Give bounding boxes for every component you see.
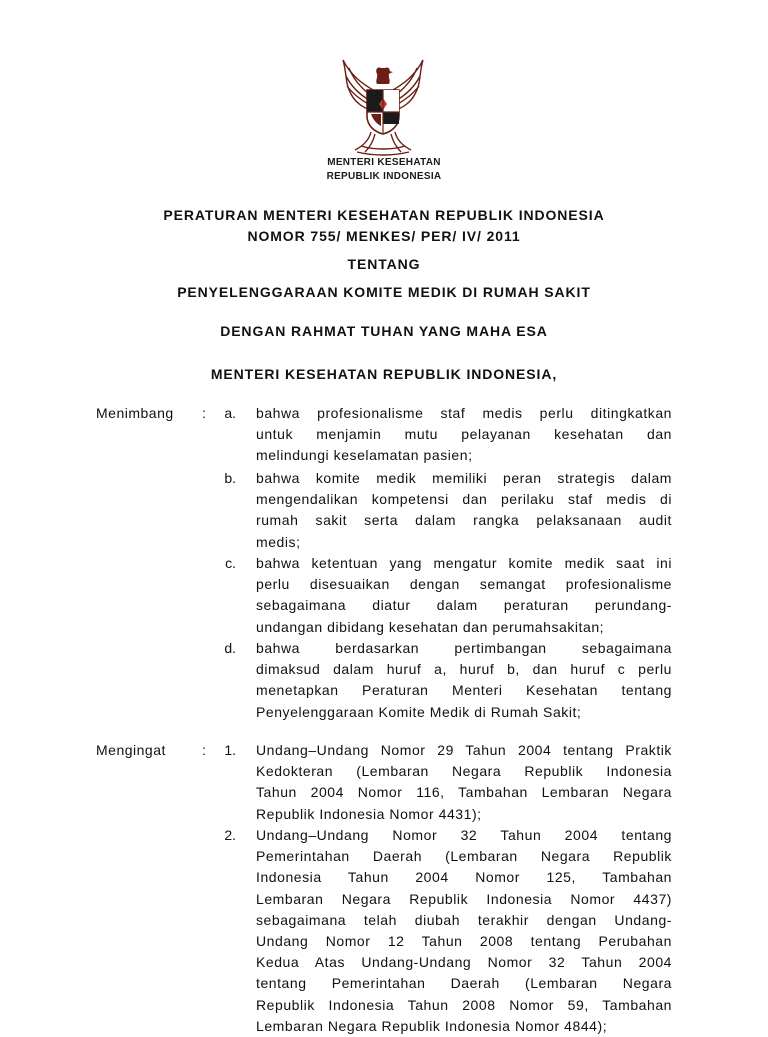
text-line: Kedokteran (Lembaran Negara Republik Indonesia	[256, 763, 672, 780]
garuda-emblem-icon	[333, 54, 433, 156]
menimbang-item-marker: d.	[224, 640, 236, 656]
text-line: mengendalikan kompetensi dan perilaku staf medis di	[256, 491, 672, 508]
menimbang-colon: :	[202, 405, 206, 421]
text-line: untuk menjamin mutu pelayanan kesehatan dan	[256, 426, 672, 443]
text-line: perlu disesuaikan dengan semangat profesionalisme	[256, 576, 672, 593]
regulation-title: PERATURAN MENTERI KESEHATAN REPUBLIK INDONESIA	[163, 207, 605, 223]
mengingat-item-text	[256, 740, 672, 825]
text-line: undangan dibidang kesehatan dan perumahsakitan;	[256, 618, 605, 635]
mengingat-colon: :	[202, 742, 206, 758]
text-line: melindungi keselamatan pasien;	[256, 447, 473, 464]
text-line: bahwa komite medik memiliki peran strategis dalam	[256, 470, 672, 486]
tentang-heading: TENTANG	[347, 256, 421, 272]
menimbang-item-text	[256, 403, 672, 467]
text-line: Republik Indonesia Tahun 2008 Nomor 59, Tambahan	[256, 996, 672, 1013]
menimbang-item-text	[256, 468, 672, 553]
text-line: bahwa ketentuan yang mengatur komite medik saat ini	[256, 555, 672, 571]
regulation-number: NOMOR 755/ MENKES/ PER/ IV/ 2011	[247, 228, 521, 244]
text-line: Tahun 2004 Nomor 116, Tambahan Lembaran Negara	[256, 784, 672, 801]
text-line: Lembaran Negara Republik Indonesia Nomor 4437)	[256, 890, 672, 907]
menimbang-item-text	[256, 638, 672, 723]
text-line: Lembaran Negara Republik Indonesia Nomor 4844);	[256, 1017, 608, 1034]
text-line: Penyelenggaraan Komite Medik di Rumah Sakit;	[256, 703, 582, 720]
text-line: Undang Nomor 12 Tahun 2008 tentang Perubahan	[256, 933, 672, 950]
text-line: Indonesia Tahun 2004 Nomor 125, Tambahan	[256, 869, 672, 886]
text-line: sebagaimana diatur dalam peraturan perundang-	[256, 597, 672, 614]
menimbang-item-marker: c.	[225, 555, 236, 571]
mengingat-label: Mengingat	[96, 742, 166, 758]
text-line: rumah sakit serta dalam rangka pelaksanaan audit	[256, 512, 672, 529]
text-line: Undang–Undang Nomor 32 Tahun 2004 tentang	[256, 827, 672, 843]
minister-line: MENTERI KESEHATAN REPUBLIK INDONESIA,	[210, 366, 558, 382]
menimbang-item-text	[256, 553, 672, 638]
text-line: tentang Pemerintahan Daerah (Lembaran Negara	[256, 975, 672, 992]
mengingat-item-marker: 2.	[224, 827, 236, 843]
menimbang-label: Menimbang	[96, 405, 174, 421]
blessing-line: DENGAN RAHMAT TUHAN YANG MAHA ESA	[220, 323, 548, 339]
text-line: menetapkan Peraturan Menteri Kesehatan tentang	[256, 682, 672, 699]
ministry-line-1: MENTERI KESEHATAN	[327, 157, 441, 168]
text-line: bahwa profesionalisme staf medis perlu ditingkatkan	[256, 405, 672, 421]
mengingat-item-text	[256, 825, 672, 1037]
text-line: medis;	[256, 533, 301, 550]
text-line: bahwa berdasarkan pertimbangan sebagaimana	[256, 640, 672, 656]
ministry-line-2: REPUBLIK INDONESIA	[326, 171, 442, 182]
text-line: Republik Indonesia Nomor 4431);	[256, 805, 482, 822]
text-line: sebagaimana telah diubah terakhir dengan Undang-	[256, 911, 672, 928]
text-line: Pemerintahan Daerah (Lembaran Negara Republik	[256, 848, 672, 865]
text-line: dimaksud dalam huruf a, huruf b, dan huruf c perlu	[256, 661, 672, 678]
regulation-subject: PENYELENGGARAAN KOMITE MEDIK DI RUMAH SAKIT	[177, 284, 591, 300]
text-line: Undang–Undang Nomor 29 Tahun 2004 tentang Praktik	[256, 742, 672, 758]
mengingat-item-marker: 1.	[224, 742, 236, 758]
ministry-heading	[300, 156, 468, 184]
text-line: Kedua Atas Undang-Undang Nomor 32 Tahun 2004	[256, 954, 672, 971]
menimbang-item-marker: b.	[224, 470, 236, 486]
menimbang-item-marker: a.	[224, 405, 236, 421]
